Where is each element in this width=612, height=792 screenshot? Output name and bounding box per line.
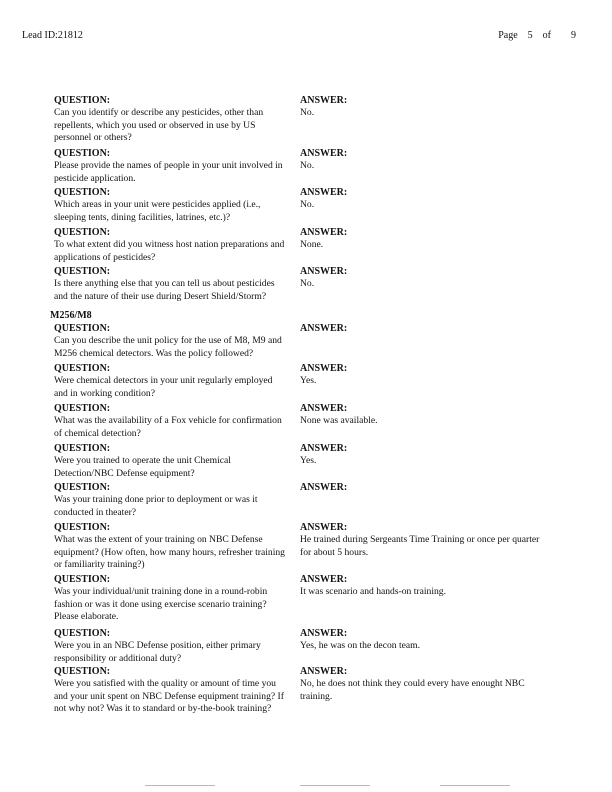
answer-cell — [300, 403, 540, 428]
answer-text: No, he does not think they could every have enought NBC training. — [300, 678, 525, 702]
question-text: Can you identify or describe any pesticides, other than repellents, which you used or observed in use by US personnel or others? — [54, 107, 264, 143]
question-cell — [54, 482, 286, 519]
footer-rule — [300, 785, 370, 786]
answer-cell — [300, 574, 540, 599]
answer-text: It was scenario and hands-on training. — [300, 586, 446, 598]
question-label: QUESTION: — [54, 363, 111, 374]
answer-label: ANSWER: — [300, 148, 348, 159]
answer-label: ANSWER: — [300, 227, 348, 238]
question-text: Can you describe the unit policy for the use of M8, M9 and M256 chemical detectors. Was the policy followed? — [54, 335, 282, 359]
page-of-label: of — [542, 30, 551, 41]
question-text: What was the availability of a Fox vehicle for confirmation of chemical detection? — [54, 415, 282, 439]
footer-rule — [145, 785, 215, 786]
page-indicator — [498, 30, 576, 41]
answer-cell — [300, 628, 540, 653]
question-label: QUESTION: — [54, 666, 111, 677]
question-cell — [54, 323, 286, 360]
question-label: QUESTION: — [54, 227, 111, 238]
question-cell — [54, 187, 286, 224]
question-text: Were you trained to operate the unit Chemical Detection/NBC Defense equipment? — [54, 455, 231, 479]
answer-label: ANSWER: — [300, 363, 348, 374]
answer-label: ANSWER: — [300, 323, 348, 334]
answer-cell — [300, 482, 540, 494]
answer-text: No. — [300, 107, 315, 119]
question-cell — [54, 363, 286, 400]
answer-cell — [300, 227, 540, 252]
answer-cell — [300, 323, 540, 335]
question-label: QUESTION: — [54, 323, 111, 334]
question-text: To what extent did you witness host nation preparations and applications of pesticides? — [54, 239, 285, 263]
answer-label: ANSWER: — [300, 666, 348, 677]
question-cell — [54, 443, 286, 480]
answer-cell — [300, 363, 540, 388]
answer-label: ANSWER: — [300, 574, 348, 585]
answer-text: None was available. — [300, 415, 378, 427]
answer-text: Yes. — [300, 375, 317, 387]
answer-text: None. — [300, 239, 324, 251]
question-label: QUESTION: — [54, 443, 111, 454]
answer-label: ANSWER: — [300, 187, 348, 198]
page-label: Page — [498, 30, 518, 41]
answer-label: ANSWER: — [300, 403, 348, 414]
answer-label: ANSWER: — [300, 522, 348, 533]
question-label: QUESTION: — [54, 482, 111, 493]
question-label: QUESTION: — [54, 628, 111, 639]
question-cell — [54, 266, 286, 303]
answer-cell — [300, 187, 540, 212]
answer-text: No. — [300, 278, 315, 290]
answer-cell — [300, 148, 540, 173]
footer-rule — [440, 785, 510, 786]
answer-cell — [300, 522, 540, 559]
question-cell — [54, 227, 286, 264]
question-label: QUESTION: — [54, 574, 111, 585]
answer-cell — [300, 266, 540, 291]
answer-text: Yes. — [300, 455, 317, 467]
question-text: What was the extent of your training on NBC Defense equipment? (How often, how many hours, refresher training or familiarity training?) — [54, 534, 285, 570]
question-cell — [54, 628, 286, 665]
answer-cell — [300, 443, 540, 468]
question-text: Were you in an NBC Defense position, either primary responsibility or additional duty? — [54, 640, 261, 664]
question-text: Please provide the names of people in your unit involved in pesticide application. — [54, 160, 283, 184]
lead-id: Lead ID:21812 — [22, 30, 83, 41]
answer-cell — [300, 666, 540, 703]
question-label: QUESTION: — [54, 266, 111, 277]
question-cell — [54, 522, 286, 571]
answer-cell — [300, 95, 540, 120]
question-label: QUESTION: — [54, 403, 111, 414]
question-cell — [54, 148, 286, 185]
answer-label: ANSWER: — [300, 266, 348, 277]
page-number: 5 — [527, 30, 533, 41]
question-text: Which areas in your unit were pesticides applied (i.e., sleeping tents, dining facilities, latrines, etc.)? — [54, 199, 261, 223]
answer-text: He trained during Sergeants Time Training or once per quarter for about 5 hours. — [300, 534, 540, 558]
question-text: Were you satisfied with the quality or amount of time you and your unit spent on NBC Defense equipment training? If not why not? Was it to standard or by-the-book training? — [54, 678, 284, 714]
question-label: QUESTION: — [54, 187, 111, 198]
answer-label: ANSWER: — [300, 482, 348, 493]
answer-text: No. — [300, 199, 315, 211]
answer-label: ANSWER: — [300, 443, 348, 454]
question-text: Is there anything else that you can tell us about pesticides and the nature of their use during Desert Shield/Storm? — [54, 278, 275, 302]
question-label: QUESTION: — [54, 522, 111, 533]
page-total: 9 — [571, 30, 576, 41]
section-heading-m256-m8: M256/M8 — [50, 310, 92, 321]
answer-text: Yes, he was on the decon team. — [300, 640, 420, 652]
question-cell — [54, 403, 286, 440]
question-text: Was your training done prior to deployment or was it conducted in theater? — [54, 494, 258, 518]
question-cell — [54, 574, 286, 623]
answer-text: No. — [300, 160, 315, 172]
answer-label: ANSWER: — [300, 95, 348, 106]
question-text: Were chemical detectors in your unit regularly employed and in working condition? — [54, 375, 273, 399]
question-label: QUESTION: — [54, 148, 111, 159]
question-cell — [54, 666, 286, 715]
answer-label: ANSWER: — [300, 628, 348, 639]
question-text: Was your individual/unit training done in a round-robin fashion or was it done using exercise scenario training? Please elaborate. — [54, 586, 268, 622]
question-cell — [54, 95, 286, 144]
question-label: QUESTION: — [54, 95, 111, 106]
